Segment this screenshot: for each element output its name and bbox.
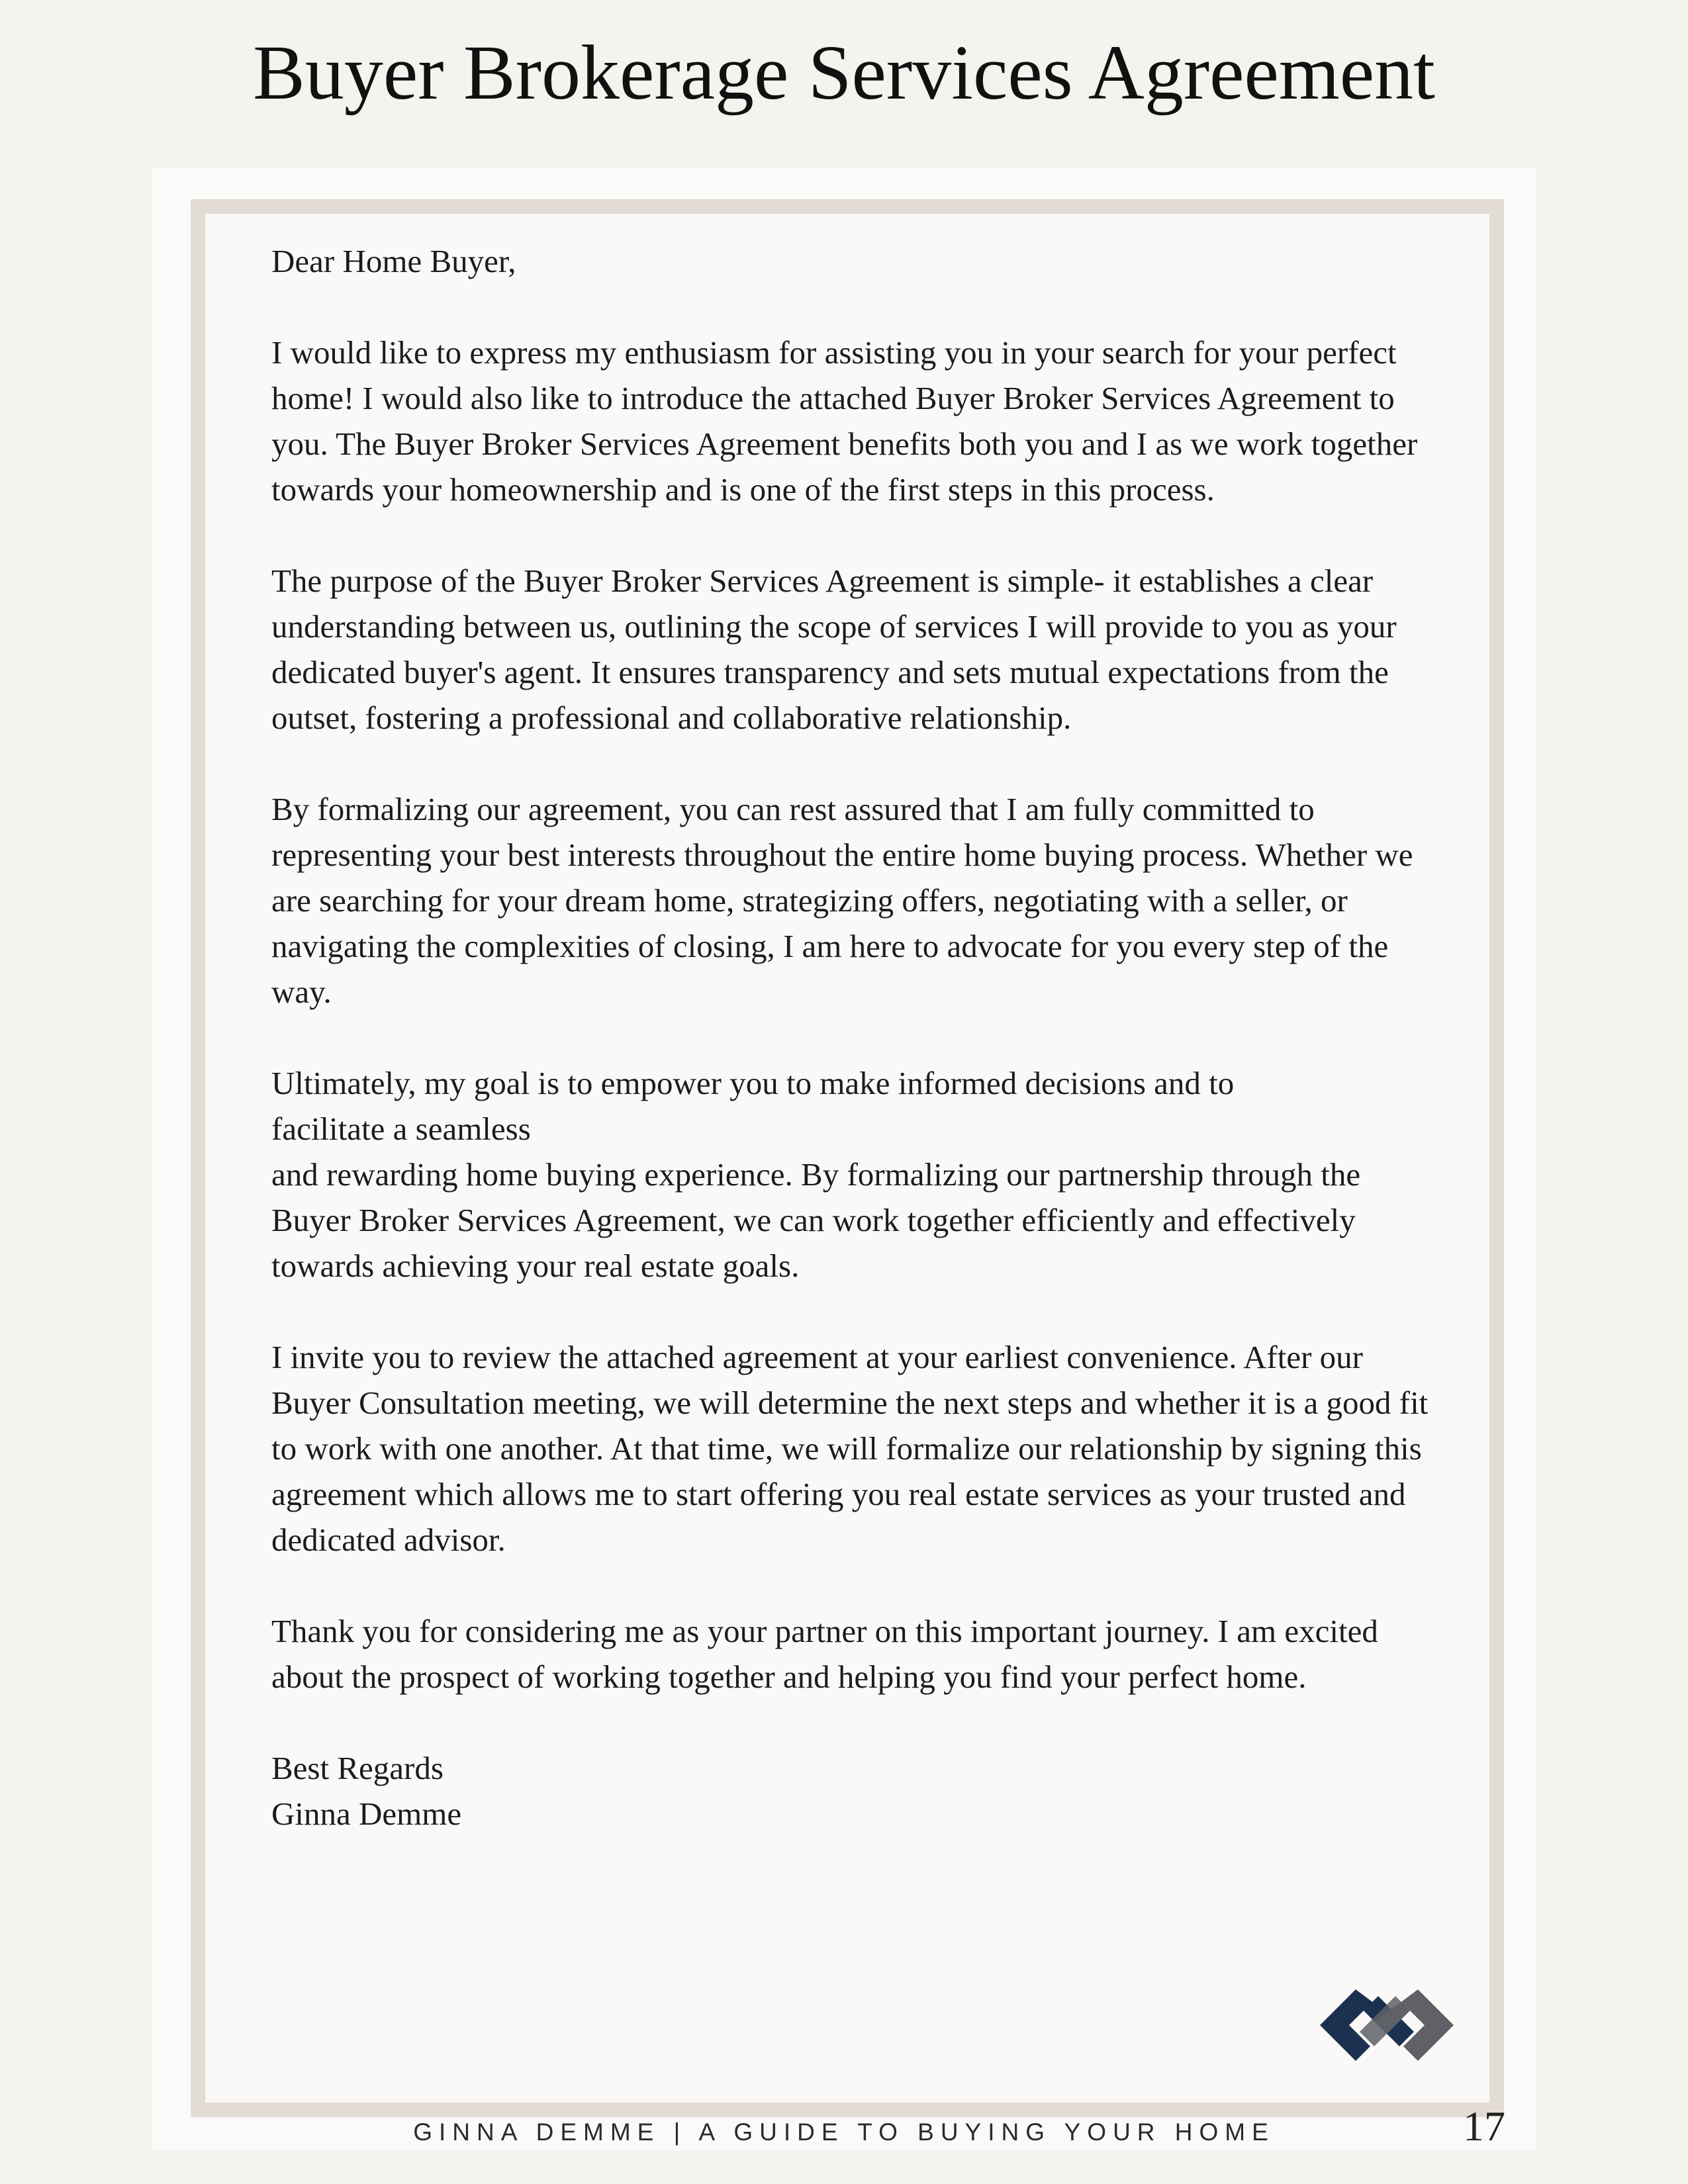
page-number: 17 [1463,2103,1505,2150]
footer-text: GINNA DEMME | A GUIDE TO BUYING YOUR HOME [413,2118,1275,2146]
letter-paragraph: and rewarding home buying experience. By formalizing our partnership through the Buyer Broker Services Agreement, we can work together efficiently and effectively towards achieving your real estate goals. [271,1156,1361,1284]
letter-salutation: Dear Home Buyer, [271,243,516,279]
letter-paragraph: Ultimately, my goal is to empower you to make informed decisions and to facilitate a seamless [271,1065,1235,1147]
letter-body [271,238,1436,1837]
page-title: Buyer Brokerage Services Agreement [253,29,1435,116]
letter-paragraph: I would like to express my enthusiasm for assisting you in your search for your perfect home! I would also like to introduce the attached Buyer Broker Services Agreement to you. The Buyer Broker Services Agreement benefits both you and I as we work together towards your homeownership and is one of the first steps in this process. [271,334,1418,508]
letter-paragraph: I invite you to review the attached agreement at your earliest convenience. After our Buyer Consultation meeting, we will determine the next steps and whether it is a good fit to work with one another. At that time, we will formalize our relationship by signing this agreement which allows me to start offering you real estate services as your trusted and dedicated advisor. [271,1339,1429,1558]
brokerage-logo-icon [1315,1984,1459,2069]
letter-paragraph: The purpose of the Buyer Broker Services Agreement is simple- it establishes a clear understanding between us, outlining the scope of services I will provide to you as your dedicated buyer's agent. It ensures transparency and sets mutual expectations from the outset, fostering a professional and collaborative relationship. [271,563,1397,736]
letter-signature: Ginna Demme [271,1796,462,1832]
letter-closing: Best Regards [271,1750,444,1786]
letter-paragraph: Thank you for considering me as your partner on this important journey. I am excited about the prospect of working together and helping you find your perfect home. [271,1613,1378,1695]
letter-paragraph: By formalizing our agreement, you can rest assured that I am fully committed to representing your best interests throughout the entire home buying process. Whether we are searching for your dream home, strategizing offers, negotiating with a seller, or navigating the complexities of closing, I am here to advocate for you every step of the way. [271,791,1413,1010]
